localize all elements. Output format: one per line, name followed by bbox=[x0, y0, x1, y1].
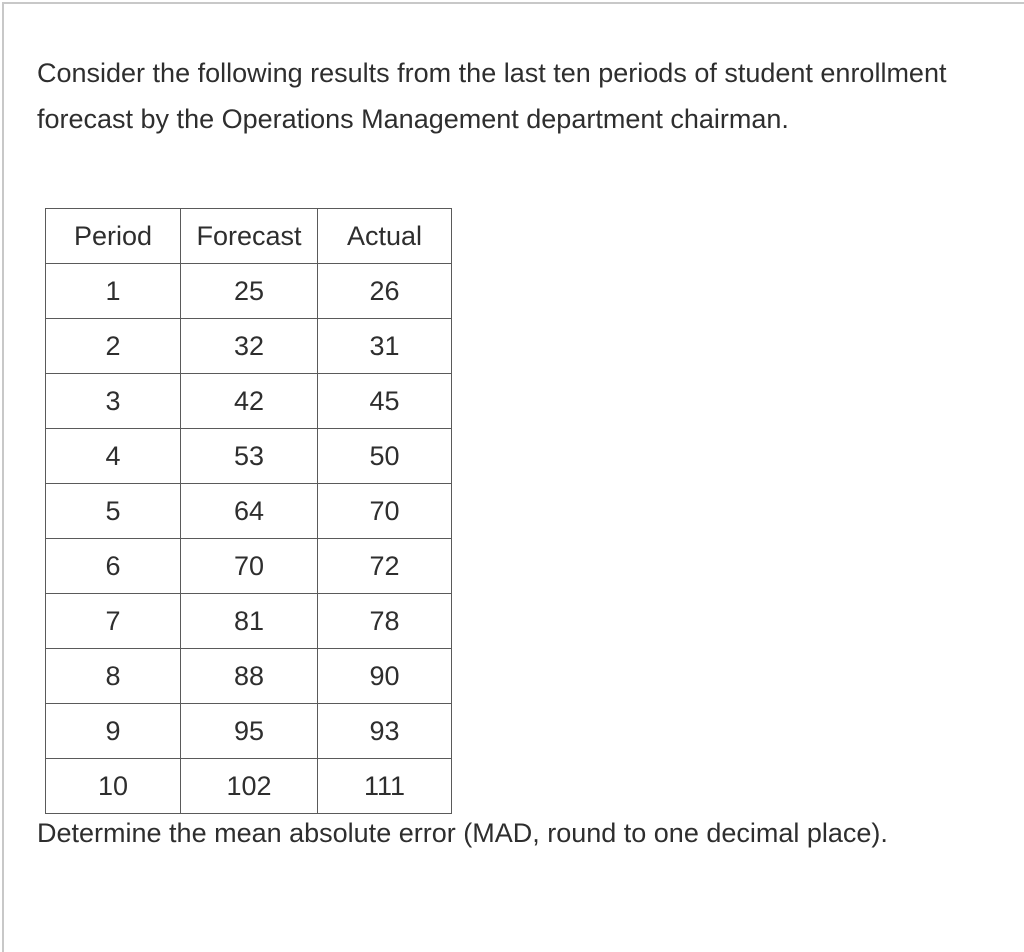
cell-forecast: 88 bbox=[181, 649, 318, 704]
question-prompt: Determine the mean absolute error (MAD, round to one decimal place). bbox=[37, 818, 888, 848]
cell-actual: 70 bbox=[318, 484, 452, 539]
table-row bbox=[46, 484, 452, 539]
cell-period: 5 bbox=[46, 484, 181, 539]
cell-period: 3 bbox=[46, 374, 181, 429]
cell-actual: 111 bbox=[318, 759, 452, 814]
cell-actual: 45 bbox=[318, 374, 452, 429]
cell-period: 2 bbox=[46, 319, 181, 374]
table-row bbox=[46, 759, 452, 814]
cell-actual: 93 bbox=[318, 704, 452, 759]
cell-forecast: 32 bbox=[181, 319, 318, 374]
table-header-row bbox=[46, 209, 452, 264]
question-intro: Consider the following results from the last ten periods of student enrollment forecast by the Operations Management department chairman. bbox=[37, 58, 947, 134]
cell-period: 7 bbox=[46, 594, 181, 649]
enrollment-table bbox=[45, 208, 452, 814]
cell-period: 9 bbox=[46, 704, 181, 759]
cell-period: 1 bbox=[46, 264, 181, 319]
header-period: Period bbox=[46, 209, 181, 264]
cell-forecast: 70 bbox=[181, 539, 318, 594]
cell-actual: 31 bbox=[318, 319, 452, 374]
cell-actual: 90 bbox=[318, 649, 452, 704]
header-actual: Actual bbox=[318, 209, 452, 264]
cell-forecast: 25 bbox=[181, 264, 318, 319]
cell-forecast: 42 bbox=[181, 374, 318, 429]
table-row bbox=[46, 374, 452, 429]
table-row bbox=[46, 594, 452, 649]
cell-forecast: 102 bbox=[181, 759, 318, 814]
cell-actual: 26 bbox=[318, 264, 452, 319]
cell-forecast: 81 bbox=[181, 594, 318, 649]
table-row bbox=[46, 319, 452, 374]
cell-period: 10 bbox=[46, 759, 181, 814]
table-row bbox=[46, 264, 452, 319]
table-row bbox=[46, 539, 452, 594]
header-forecast: Forecast bbox=[181, 209, 318, 264]
cell-forecast: 95 bbox=[181, 704, 318, 759]
table-row bbox=[46, 704, 452, 759]
cell-period: 6 bbox=[46, 539, 181, 594]
cell-period: 8 bbox=[46, 649, 181, 704]
cell-forecast: 64 bbox=[181, 484, 318, 539]
cell-actual: 50 bbox=[318, 429, 452, 484]
table-row bbox=[46, 649, 452, 704]
cell-actual: 78 bbox=[318, 594, 452, 649]
cell-actual: 72 bbox=[318, 539, 452, 594]
table-row bbox=[46, 429, 452, 484]
cell-forecast: 53 bbox=[181, 429, 318, 484]
cell-period: 4 bbox=[46, 429, 181, 484]
